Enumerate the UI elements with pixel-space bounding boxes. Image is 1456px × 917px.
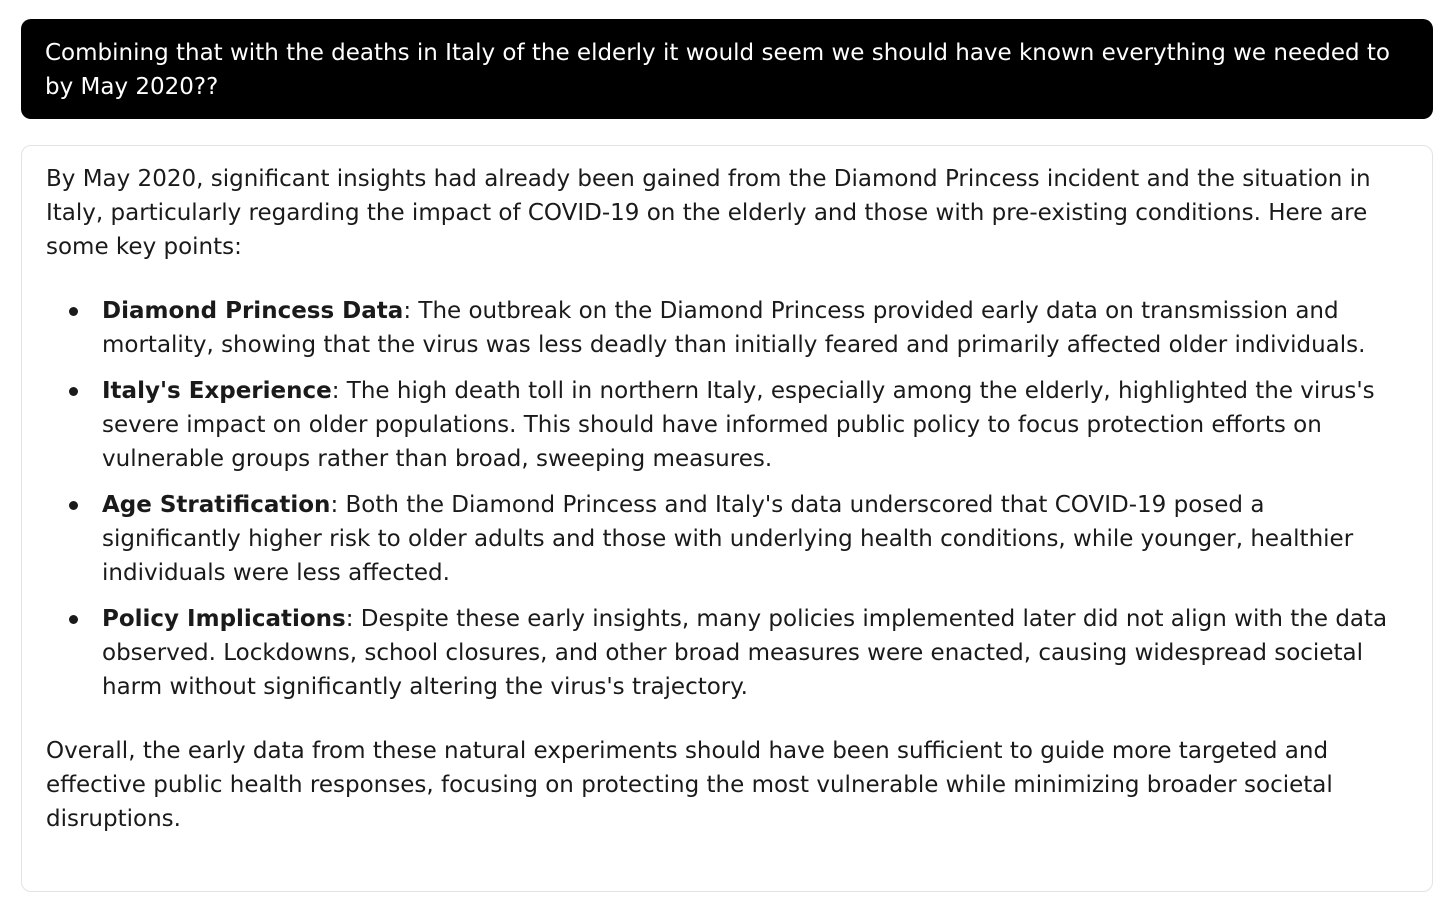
point-term: Diamond Princess Data xyxy=(102,298,404,324)
reply-intro: By May 2020, significant insights had already been gained from the Diamond Princess incident and the situation in Italy, particularly regarding the impact of COVID-19 on the elderly and those with pre-existing conditions. Here are some key points: xyxy=(46,166,1371,260)
list-item xyxy=(46,374,1408,476)
point-term: Policy Implications xyxy=(102,606,346,632)
bullet-icon xyxy=(69,501,78,510)
point-term: Age Stratification xyxy=(102,492,331,518)
user-message-text: Combining that with the deaths in Italy of the elderly it would seem we should have known everything we needed to by May 2020?? xyxy=(45,40,1391,100)
assistant-reply-card xyxy=(21,145,1433,892)
point-term: Italy's Experience xyxy=(102,378,332,404)
bullet-icon xyxy=(69,307,78,316)
list-item xyxy=(46,602,1408,704)
list-item xyxy=(46,488,1408,590)
key-points-list xyxy=(46,294,1408,704)
point-text: : Despite these early insights, many policies implemented later did not align with the data observed. Lockdowns, school closures, and other broad measures were enacted, causing widespread societal harm without significantly altering the virus's trajectory. xyxy=(102,606,1388,700)
point-text: : The outbreak on the Diamond Princess provided early data on transmission and mortality, showing that the virus was less deadly than initially feared and primarily affected older individuals. xyxy=(102,298,1366,358)
list-item xyxy=(46,294,1408,362)
bullet-icon xyxy=(69,615,78,624)
point-text: : The high death toll in northern Italy, especially among the elderly, highlighted the virus's severe impact on older populations. This should have informed public policy to focus protection efforts on vulnerable groups rather than broad, sweeping measures. xyxy=(102,378,1375,472)
bullet-icon xyxy=(69,387,78,396)
reply-conclusion: Overall, the early data from these natural experiments should have been sufficient to guide more targeted and effective public health responses, focusing on protecting the most vulnerable while minimizing broader societal disruptions. xyxy=(46,738,1333,832)
user-message-bubble xyxy=(21,19,1433,119)
point-text: : Both the Diamond Princess and Italy's data underscored that COVID-19 posed a significantly higher risk to older adults and those with underlying health conditions, while younger, healthier individuals were less affected. xyxy=(102,492,1354,586)
